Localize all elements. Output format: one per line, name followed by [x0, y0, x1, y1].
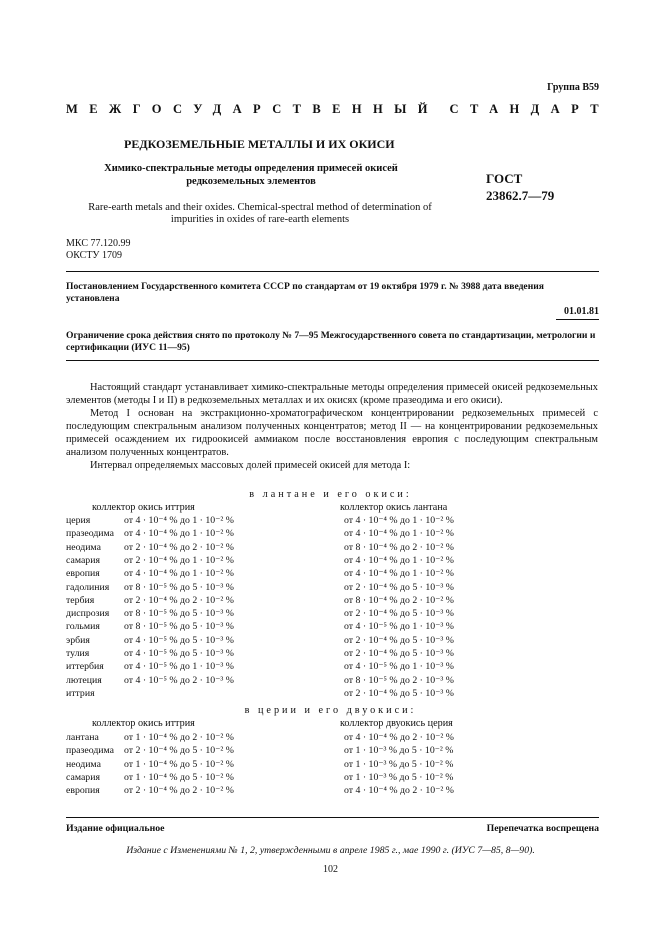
range-collector-2: от 4 · 10⁻⁵ % до 1 · 10⁻³ %	[344, 621, 454, 633]
range-collector-2: от 8 · 10⁻⁴ % до 2 · 10⁻² %	[344, 541, 454, 553]
range-collector-1: от 4 · 10⁻⁴ % до 1 · 10⁻² %	[124, 568, 234, 580]
range-collector-2: от 1 · 10⁻³ % до 5 · 10⁻² %	[344, 745, 454, 757]
limitation-text: Ограничение срока действия снято по протоколу № 7—95 Межгосударственного совета по стандартизации, метрологии и сертификации (ИУС 11—95)	[66, 330, 596, 353]
range-collector-2: от 4 · 10⁻⁴ % до 1 · 10⁻² %	[344, 554, 454, 566]
range-collector-2: от 8 · 10⁻⁴ % до 2 · 10⁻² %	[344, 594, 454, 606]
effective-date: 01.01.81	[564, 306, 599, 317]
range-collector-2: от 4 · 10⁻⁴ % до 1 · 10⁻² %	[344, 568, 454, 580]
range-collector-2: от 4 · 10⁻⁴ % до 2 · 10⁻² %	[344, 785, 454, 797]
range-collector-2: от 4 · 10⁻⁴ % до 2 · 10⁻² %	[344, 732, 454, 743]
gost-number	[486, 170, 554, 204]
range-collector-1: от 2 · 10⁻⁴ % до 5 · 10⁻² %	[124, 745, 234, 757]
range-collector-1: от 4 · 10⁻⁵ % до 2 · 10⁻³ %	[124, 674, 234, 686]
divider	[66, 271, 599, 272]
element-name: лютеция	[66, 674, 102, 686]
element-name: празеодима	[66, 745, 115, 757]
range-collector-1: от 1 · 10⁻⁴ % до 2 · 10⁻² %	[124, 732, 234, 743]
mks-code: МКС 77.120.99	[66, 238, 131, 249]
element-name: диспрозия	[66, 608, 110, 620]
english-title: Rare-earth metals and their oxides. Chemical-spectral method of determination of impurities in oxides of rare-earth elements	[88, 202, 432, 225]
range-collector-1: от 2 · 10⁻⁴ % до 2 · 10⁻² %	[124, 785, 234, 797]
element-name: празеодима	[66, 528, 115, 540]
collector-title: коллектор окись иттрия	[92, 718, 195, 729]
range-collector-1: от 2 · 10⁻⁴ % до 2 · 10⁻² %	[124, 541, 234, 553]
range-collector-1: от 8 · 10⁻⁵ % до 5 · 10⁻³ %	[124, 608, 234, 620]
collector-title: коллектор окись иттрия	[92, 502, 195, 513]
document-title: РЕДКОЗЕМЕЛЬНЫЕ МЕТАЛЛЫ И ИХ ОКИСИ	[124, 137, 395, 151]
range-collector-1: от 4 · 10⁻⁵ % до 5 · 10⁻³ %	[124, 634, 234, 646]
paragraph: Интервал определяемых массовых долей примесей окисей для метода I:	[90, 460, 411, 471]
range-collector-1: от 4 · 10⁻⁵ % до 5 · 10⁻³ %	[124, 648, 234, 659]
group-code: Группа B59	[547, 82, 599, 93]
range-collector-2: от 4 · 10⁻⁴ % до 1 · 10⁻² %	[344, 528, 454, 540]
classification-codes	[66, 238, 130, 262]
range-collector-1: от 4 · 10⁻⁴ % до 1 · 10⁻² %	[124, 528, 234, 540]
reprint-notice: Перепечатка воспрещена	[486, 823, 599, 834]
element-name: иттрия	[66, 687, 95, 699]
range-collector-2: от 1 · 10⁻³ % до 5 · 10⁻² %	[344, 771, 454, 783]
range-collector-2: от 1 · 10⁻³ % до 5 · 10⁻² %	[344, 758, 454, 770]
paragraph: Настоящий стандарт устанавливает химико-спектральные методы определения примесей окисей редкоземельных элементов (методы I и II) в редкоземельных металлах и их окисях (кроме празеодима и его окиси).	[66, 382, 598, 406]
body-text	[66, 381, 598, 472]
element-name: лантана	[66, 732, 99, 743]
range-collector-2: от 4 · 10⁻⁴ % до 1 · 10⁻² %	[344, 515, 454, 526]
element-name: иттербия	[66, 661, 104, 673]
range-collector-2: от 2 · 10⁻⁴ % до 5 · 10⁻³ %	[344, 634, 454, 646]
standard-banner	[66, 102, 610, 117]
range-collector-1: от 8 · 10⁻⁵ % до 5 · 10⁻³ %	[124, 581, 234, 593]
element-name: гадолиния	[66, 581, 110, 593]
amendments-note: Издание с Изменениями № 1, 2, утвержденными в апреле 1985 г., мае 1990 г. (ИУС 7—85, 8—90).	[126, 845, 535, 856]
divider	[66, 817, 599, 818]
range-collector-1: от 2 · 10⁻⁴ % до 2 · 10⁻² %	[124, 594, 234, 606]
collector-title: коллектор двуокись церия	[340, 718, 453, 729]
gost-code: 23862.7—79	[486, 188, 555, 203]
element-name: тулия	[66, 648, 90, 659]
page-number: 102	[323, 864, 338, 875]
range-collector-2: от 2 · 10⁻⁴ % до 5 · 10⁻³ %	[344, 648, 454, 659]
range-collector-1: от 4 · 10⁻⁵ % до 1 · 10⁻³ %	[124, 661, 234, 673]
element-name: тербия	[66, 594, 95, 606]
collector-title: коллектор окись лантана	[340, 502, 448, 513]
range-collector-2: от 2 · 10⁻⁴ % до 5 · 10⁻³ %	[344, 687, 454, 699]
banner-left: МЕЖГОСУДАРСТВЕННЫЙ	[66, 102, 439, 116]
divider	[66, 360, 599, 361]
element-name: церия	[66, 515, 91, 526]
range-collector-1: от 1 · 10⁻⁴ % до 5 · 10⁻² %	[124, 771, 234, 783]
range-collector-2: от 8 · 10⁻⁵ % до 2 · 10⁻³ %	[344, 674, 454, 686]
element-name: неодима	[66, 541, 101, 553]
element-name: эрбия	[66, 634, 90, 646]
element-name: европия	[66, 568, 100, 580]
range-collector-1: от 1 · 10⁻⁴ % до 5 · 10⁻² %	[124, 758, 234, 770]
okstu-code: ОКСТУ 1709	[66, 250, 123, 261]
paragraph: Метод I основан на экстракционно-хроматографическом концентрировании редкоземельных примесей с последующим спектральным анализом полученных концентратов; метод II — на концентрировании редкоземельных примесей осаждением их гидроокисей аммиаком после восстановления европия с последующим спектральным анализом полученных концентратов.	[66, 408, 598, 458]
official-edition: Издание официальное	[66, 823, 165, 834]
range-collector-2: от 4 · 10⁻⁵ % до 1 · 10⁻³ %	[344, 661, 454, 673]
date-underline	[556, 319, 599, 320]
section-heading-cerium: в церии и его двуокиси:	[244, 705, 417, 716]
element-name: неодима	[66, 758, 101, 770]
range-collector-2: от 2 · 10⁻⁴ % до 5 · 10⁻³ %	[344, 608, 454, 620]
range-collector-1: от 2 · 10⁻⁴ % до 1 · 10⁻² %	[124, 554, 234, 566]
range-collector-2: от 2 · 10⁻⁴ % до 5 · 10⁻³ %	[344, 581, 454, 593]
range-collector-1: от 8 · 10⁻⁵ % до 5 · 10⁻³ %	[124, 621, 234, 633]
gost-label: ГОСТ	[486, 171, 523, 186]
range-collector-1: от 4 · 10⁻⁴ % до 1 · 10⁻² %	[124, 515, 234, 526]
element-name: гольмия	[66, 621, 100, 633]
section-heading-lanthanum: в лантане и его окиси:	[249, 489, 412, 500]
document-subtitle: Химико-спектральные методы определения примесей окисей редкоземельных элементов	[104, 163, 398, 187]
element-name: самария	[66, 771, 100, 783]
decree-text: Постановлением Государственного комитета СССР по стандартам от 19 октября 1979 г. № 3988 дата введения установлена	[66, 281, 544, 304]
banner-right: СТАНДАРТ	[449, 102, 610, 116]
element-name: европия	[66, 785, 100, 797]
element-name: самария	[66, 554, 100, 566]
